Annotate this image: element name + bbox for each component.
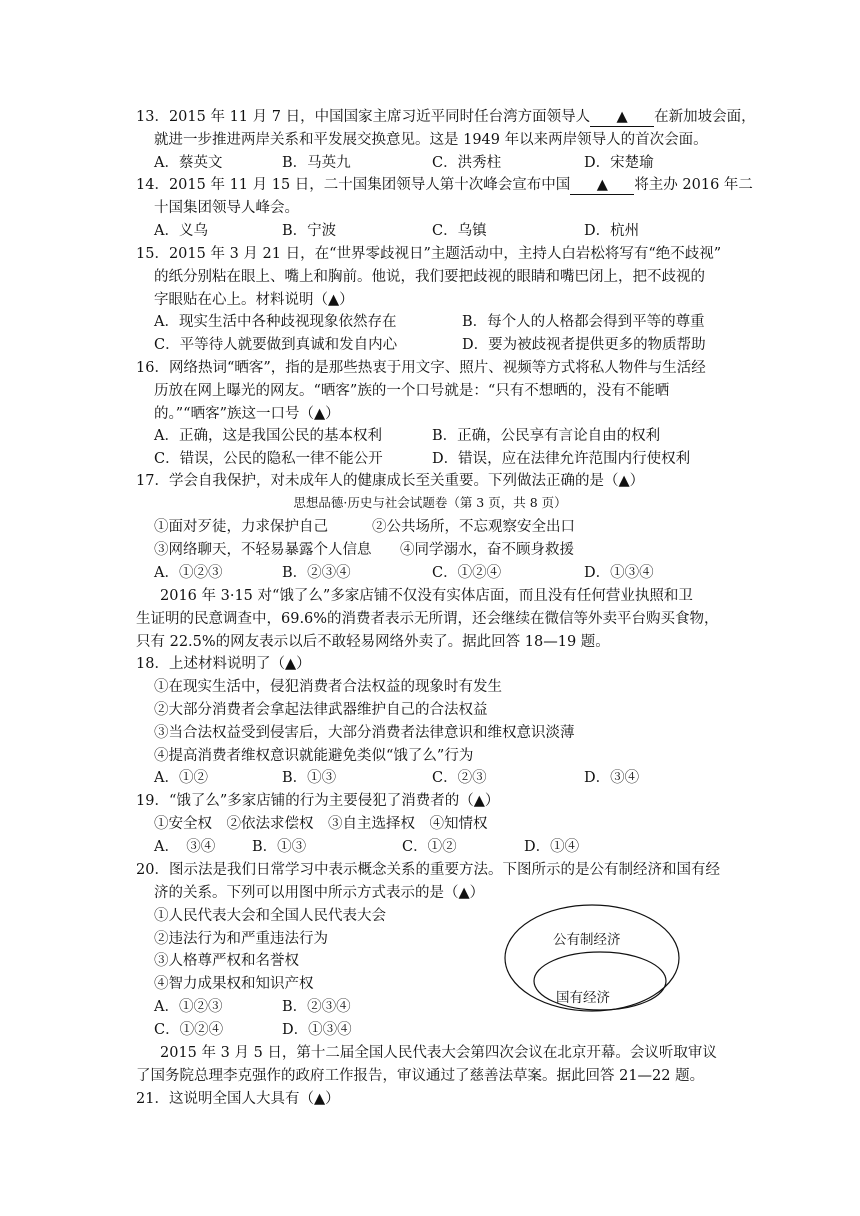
q13-stem-line2: 就进一步推进两岸关系和平发展交换意见。这是 1949 年以来两岸领导人的首次会面。 xyxy=(154,132,708,148)
q16-stem-line2: 历放在网上曝光的网友。“晒客”族的一个口号就是：“只有不想晒的，没有不能晒 xyxy=(154,383,670,399)
q15-stem-line2: 的纸分别粘在眼上、嘴上和胸前。他说，我们要把歧视的眼睛和嘴巴闭上，把不歧视的 xyxy=(154,269,705,285)
q21-stem-line1: 21．这说明全国人大具有（▲） xyxy=(136,1091,340,1107)
q14-stem-line2: 十国集团领导人峰会。 xyxy=(154,200,299,216)
q15-option-b: B．每个人的人格都会得到平等的尊重 xyxy=(462,314,705,330)
q14-option-b: B．宁波 xyxy=(282,223,337,239)
material1-line2: 生证明的民意调查中，69.6%的消费者表示无所谓，还会继续在微信等外卖平台购买食物， xyxy=(136,611,719,627)
q20-item-2: ②违法行为和严重违法行为 xyxy=(154,931,328,947)
q15-stem-line3: 字眼贴在心上。材料说明（▲） xyxy=(154,292,354,308)
q19-option-d: D．①④ xyxy=(524,839,580,855)
q16-option-d: D．错误，应在法律允许范围内行使权利 xyxy=(432,451,691,467)
q13-option-a: A．蔡英文 xyxy=(154,155,223,171)
q13-stem-post: 在新加坡会面， xyxy=(654,109,756,125)
q14-option-d: D．杭州 xyxy=(584,223,640,239)
q17-option-a: A．①②③ xyxy=(154,565,223,581)
q18-option-b: B．①③ xyxy=(282,770,337,786)
q15-option-a: A．现实生活中各种歧视现象依然存在 xyxy=(154,314,397,330)
q19-stem-line1: 19．“饿了么”多家店铺的行为主要侵犯了消费者的（▲） xyxy=(136,793,500,809)
material2-line1: 2015 年 3 月 5 日，第十二届全国人民代表大会第四次会议在北京开幕。会议听取审议 xyxy=(160,1045,717,1061)
q15-stem-line1: 15．2015 年 3 月 21 日，在“世界零歧视日”主题活动中，主持人白岩松将写有“绝不歧视” xyxy=(136,246,722,262)
q20-item-4: ④智力成果权和知识产权 xyxy=(154,976,314,992)
q14-option-a: A．义乌 xyxy=(154,223,208,239)
q16-option-a: A．正确，这是我国公民的基本权利 xyxy=(154,428,382,444)
q20-item-1: ①人民代表大会和全国人民代表大会 xyxy=(154,908,386,924)
q17-option-c: C．①②④ xyxy=(432,565,502,581)
q17-item-2: ②公共场所，不忘观察安全出口 xyxy=(372,519,575,535)
q16-stem-line3: 的。”“晒客”族这一口号（▲） xyxy=(154,406,340,422)
q17-item-1: ①面对歹徒，力求保护自己 xyxy=(154,519,328,535)
q20-option-a: A．①②③ xyxy=(154,999,223,1015)
q19-option-a: A． ③④ xyxy=(154,839,216,855)
q13-option-b: B．马英九 xyxy=(282,155,351,171)
material1-line3: 只有 22.5%的网友表示以后不敢轻易网络外卖了。据此回答 18—19 题。 xyxy=(136,634,610,650)
q18-option-c: C．②③ xyxy=(432,770,487,786)
q17-item-3: ③网络聊天，不轻易暴露个人信息 xyxy=(154,542,372,558)
concept-relation-diagram xyxy=(502,903,682,1013)
q18-item-4: ④提高消费者维权意识就能避免类似“饿了么”行为 xyxy=(154,748,474,764)
q14-stem-post: 将主办 2016 年二 xyxy=(634,177,753,193)
q17-option-d: D．①③④ xyxy=(584,565,654,581)
q18-item-1: ①在现实生活中，侵犯消费者合法权益的现象时有发生 xyxy=(154,679,502,695)
q14-stem-line1 xyxy=(136,175,753,195)
q18-option-a: A．①② xyxy=(154,770,208,786)
material1-line1: 2016 年 3·15 对“饿了么”多家店铺不仅没有实体店面，而且没有任何营业执照和卫 xyxy=(160,588,693,604)
q15-option-d: D．要为被歧视者提供更多的物质帮助 xyxy=(462,337,706,353)
page-footer: 思想品德·历史与社会试题卷（第 3 页，共 8 页） xyxy=(293,495,567,510)
q14-option-c: C．乌镇 xyxy=(432,223,487,239)
q18-item-2: ②大部分消费者会拿起法律武器维护自己的合法权益 xyxy=(154,702,488,718)
q20-option-c: C．①②④ xyxy=(154,1022,224,1038)
q14-stem-pre: 14．2015 年 11 月 15 日，二十国集团领导人第十次峰会宣布中国 xyxy=(136,177,571,193)
q19-option-c: C．①② xyxy=(402,839,457,855)
q13-stem-pre: 13．2015 年 11 月 7 日，中国国家主席习近平同时任台湾方面领导人 xyxy=(136,109,591,125)
q19-items: ①安全权 ②依法求偿权 ③自主选择权 ④知情权 xyxy=(154,816,488,832)
q13-option-d: D．宋楚瑜 xyxy=(584,155,654,171)
q18-stem-line1: 18．上述材料说明了（▲） xyxy=(136,656,311,672)
material2-line2: 了国务院总理李克强作的政府工作报告，审议通过了慈善法草案。据此回答 21—22 题。 xyxy=(136,1068,705,1084)
q17-option-b: B．②③④ xyxy=(282,565,351,581)
q16-stem-line1: 16．网络热词“晒客”，指的是那些热衷于用文字、照片、视频等方式将私人物件与生活经 xyxy=(136,360,706,376)
q20-stem-line1: 20．图示法是我们日常学习中表示概念关系的重要方法。下图所示的是公有制经济和国有经 xyxy=(136,862,720,878)
q20-option-b: B．②③④ xyxy=(282,999,351,1015)
q16-option-c: C．错误，公民的隐私一律不能公开 xyxy=(154,451,383,467)
q20-option-d: D．①③④ xyxy=(282,1022,352,1038)
q13-option-c: C．洪秀柱 xyxy=(432,155,502,171)
q13-answer-blank: ▲ xyxy=(590,108,654,127)
q18-option-d: D．③④ xyxy=(584,770,640,786)
q19-option-b: B．①③ xyxy=(252,839,307,855)
q14-answer-blank: ▲ xyxy=(570,176,634,195)
q13-stem-line1 xyxy=(136,107,756,127)
q20-stem-line2: 济的关系。下列可以用图中所示方式表示的是（▲） xyxy=(154,885,485,901)
outer-ellipse-label: 公有制经济 xyxy=(553,932,621,948)
q18-item-3: ③当合法权益受到侵害后，大部分消费者法律意识和维权意识淡薄 xyxy=(154,725,575,741)
q15-option-c: C．平等待人就要做到真诚和发自内心 xyxy=(154,337,398,353)
q17-item-4: ④同学溺水，奋不顾身救援 xyxy=(400,542,574,558)
inner-ellipse-label: 国有经济 xyxy=(556,990,610,1006)
q17-stem-line1: 17．学会自我保护，对未成年人的健康成长至关重要。下列做法正确的是（▲） xyxy=(136,473,645,489)
q20-item-3: ③人格尊严权和名誉权 xyxy=(154,953,299,969)
q16-option-b: B．正确，公民享有言论自由的权利 xyxy=(432,428,661,444)
